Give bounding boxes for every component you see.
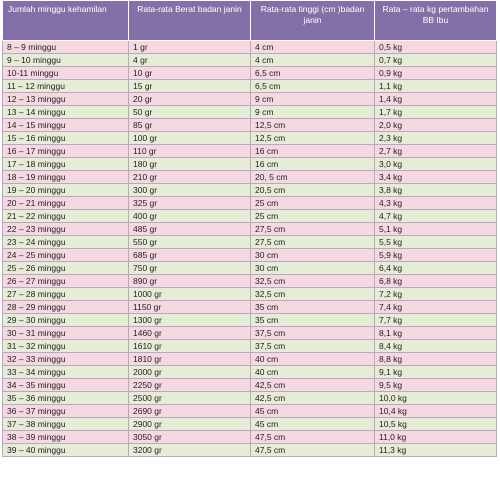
cell-fetal-weight: 1 gr: [129, 41, 251, 54]
cell-weeks: 23 – 24 minggu: [3, 236, 129, 249]
cell-mother-weight-gain: 7,4 kg: [375, 301, 497, 314]
cell-fetal-length: 4 cm: [251, 41, 375, 54]
cell-fetal-length: 20,5 cm: [251, 184, 375, 197]
table-header: [3, 1, 497, 41]
cell-fetal-length: 47,5 cm: [251, 444, 375, 457]
cell-fetal-length: 32,5 cm: [251, 288, 375, 301]
cell-mother-weight-gain: 6,8 kg: [375, 275, 497, 288]
cell-fetal-weight: 1150 gr: [129, 301, 251, 314]
cell-weeks: 28 – 29 minggu: [3, 301, 129, 314]
table-row: [3, 314, 497, 327]
cell-fetal-weight: 2900 gr: [129, 418, 251, 431]
cell-fetal-length: 6,5 cm: [251, 80, 375, 93]
cell-fetal-weight: 1610 gr: [129, 340, 251, 353]
cell-weeks: 30 – 31 minggu: [3, 327, 129, 340]
table-row: [3, 93, 497, 106]
header-fetal-length: Rata-rata tinggi (cm )badan janin: [251, 1, 375, 41]
cell-mother-weight-gain: 8,4 kg: [375, 340, 497, 353]
table-row: [3, 80, 497, 93]
cell-weeks: 29 – 30 minggu: [3, 314, 129, 327]
cell-fetal-weight: 100 gr: [129, 132, 251, 145]
table-row: [3, 54, 497, 67]
cell-fetal-length: 27,5 cm: [251, 223, 375, 236]
cell-weeks: 38 – 39 minggu: [3, 431, 129, 444]
cell-fetal-weight: 685 gr: [129, 249, 251, 262]
header-row: [3, 1, 497, 41]
cell-mother-weight-gain: 0,9 kg: [375, 67, 497, 80]
cell-mother-weight-gain: 8,8 kg: [375, 353, 497, 366]
table-row: [3, 379, 497, 392]
table-row: [3, 41, 497, 54]
table-row: [3, 67, 497, 80]
cell-fetal-weight: 1460 gr: [129, 327, 251, 340]
cell-fetal-weight: 2500 gr: [129, 392, 251, 405]
cell-fetal-weight: 300 gr: [129, 184, 251, 197]
cell-fetal-weight: 485 gr: [129, 223, 251, 236]
cell-mother-weight-gain: 1,7 kg: [375, 106, 497, 119]
table-row: [3, 366, 497, 379]
cell-fetal-weight: 20 gr: [129, 93, 251, 106]
table-row: [3, 405, 497, 418]
cell-fetal-length: 6,5 cm: [251, 67, 375, 80]
cell-fetal-length: 12,5 cm: [251, 132, 375, 145]
cell-fetal-weight: 10 gr: [129, 67, 251, 80]
table-row: [3, 197, 497, 210]
table-row: [3, 262, 497, 275]
cell-mother-weight-gain: 10,0 kg: [375, 392, 497, 405]
cell-weeks: 17 – 18 minggu: [3, 158, 129, 171]
table-row: [3, 327, 497, 340]
table-row: [3, 353, 497, 366]
cell-fetal-length: 20, 5 cm: [251, 171, 375, 184]
cell-fetal-weight: 325 gr: [129, 197, 251, 210]
table-row: [3, 392, 497, 405]
table-row: [3, 145, 497, 158]
cell-fetal-length: 40 cm: [251, 353, 375, 366]
table-body: [3, 41, 497, 457]
cell-mother-weight-gain: 10,4 kg: [375, 405, 497, 418]
table-row: [3, 236, 497, 249]
cell-weeks: 10-11 minggu: [3, 67, 129, 80]
cell-mother-weight-gain: 2,0 kg: [375, 119, 497, 132]
cell-mother-weight-gain: 3,0 kg: [375, 158, 497, 171]
cell-weeks: 33 – 34 minggu: [3, 366, 129, 379]
cell-fetal-length: 47,5 cm: [251, 431, 375, 444]
cell-fetal-weight: 210 gr: [129, 171, 251, 184]
cell-weeks: 37 – 38 minggu: [3, 418, 129, 431]
cell-fetal-length: 25 cm: [251, 197, 375, 210]
cell-mother-weight-gain: 1,1 kg: [375, 80, 497, 93]
cell-weeks: 35 – 36 minggu: [3, 392, 129, 405]
cell-fetal-length: 12,5 cm: [251, 119, 375, 132]
cell-mother-weight-gain: 4,7 kg: [375, 210, 497, 223]
cell-fetal-weight: 1000 gr: [129, 288, 251, 301]
cell-weeks: 26 – 27 minggu: [3, 275, 129, 288]
cell-fetal-length: 42,5 cm: [251, 379, 375, 392]
cell-mother-weight-gain: 0,7 kg: [375, 54, 497, 67]
header-mother-weight-gain: Rata – rata kg pertambahan BB Ibu: [375, 1, 497, 41]
cell-weeks: 14 – 15 minggu: [3, 119, 129, 132]
table-row: [3, 106, 497, 119]
cell-fetal-weight: 110 gr: [129, 145, 251, 158]
cell-weeks: 25 – 26 minggu: [3, 262, 129, 275]
cell-fetal-weight: 890 gr: [129, 275, 251, 288]
table-row: [3, 119, 497, 132]
cell-fetal-length: 4 cm: [251, 54, 375, 67]
cell-fetal-weight: 85 gr: [129, 119, 251, 132]
cell-weeks: 21 – 22 minggu: [3, 210, 129, 223]
cell-weeks: 19 – 20 minggu: [3, 184, 129, 197]
table-row: [3, 301, 497, 314]
cell-mother-weight-gain: 8,1 kg: [375, 327, 497, 340]
cell-mother-weight-gain: 3,8 kg: [375, 184, 497, 197]
cell-mother-weight-gain: 1,4 kg: [375, 93, 497, 106]
cell-weeks: 31 – 32 minggu: [3, 340, 129, 353]
table-row: [3, 158, 497, 171]
cell-fetal-weight: 4 gr: [129, 54, 251, 67]
cell-mother-weight-gain: 3,4 kg: [375, 171, 497, 184]
cell-mother-weight-gain: 5,5 kg: [375, 236, 497, 249]
cell-weeks: 8 – 9 minggu: [3, 41, 129, 54]
cell-mother-weight-gain: 10,5 kg: [375, 418, 497, 431]
cell-weeks: 20 – 21 minggu: [3, 197, 129, 210]
cell-fetal-length: 27,5 cm: [251, 236, 375, 249]
cell-fetal-length: 16 cm: [251, 145, 375, 158]
cell-mother-weight-gain: 9,5 kg: [375, 379, 497, 392]
cell-fetal-weight: 400 gr: [129, 210, 251, 223]
cell-fetal-length: 45 cm: [251, 418, 375, 431]
cell-weeks: 9 – 10 minggu: [3, 54, 129, 67]
cell-weeks: 34 – 35 minggu: [3, 379, 129, 392]
table-row: [3, 288, 497, 301]
cell-fetal-length: 42,5 cm: [251, 392, 375, 405]
cell-fetal-length: 16 cm: [251, 158, 375, 171]
cell-mother-weight-gain: 7,2 kg: [375, 288, 497, 301]
cell-fetal-weight: 750 gr: [129, 262, 251, 275]
pregnancy-growth-table: [2, 0, 497, 457]
cell-mother-weight-gain: 9,1 kg: [375, 366, 497, 379]
cell-fetal-weight: 1300 gr: [129, 314, 251, 327]
cell-weeks: 32 – 33 minggu: [3, 353, 129, 366]
cell-mother-weight-gain: 7,7 kg: [375, 314, 497, 327]
cell-mother-weight-gain: 11,3 kg: [375, 444, 497, 457]
table-row: [3, 444, 497, 457]
cell-weeks: 16 – 17 minggu: [3, 145, 129, 158]
cell-mother-weight-gain: 0,5 kg: [375, 41, 497, 54]
cell-fetal-length: 35 cm: [251, 314, 375, 327]
cell-fetal-length: 25 cm: [251, 210, 375, 223]
cell-fetal-weight: 2000 gr: [129, 366, 251, 379]
cell-weeks: 36 – 37 minggu: [3, 405, 129, 418]
cell-fetal-length: 30 cm: [251, 262, 375, 275]
cell-weeks: 24 – 25 minggu: [3, 249, 129, 262]
cell-fetal-weight: 2690 gr: [129, 405, 251, 418]
cell-fetal-weight: 550 gr: [129, 236, 251, 249]
cell-fetal-length: 40 cm: [251, 366, 375, 379]
cell-fetal-length: 35 cm: [251, 301, 375, 314]
cell-mother-weight-gain: 5,1 kg: [375, 223, 497, 236]
cell-fetal-weight: 2250 gr: [129, 379, 251, 392]
table-row: [3, 275, 497, 288]
table-row: [3, 340, 497, 353]
cell-mother-weight-gain: 11,0 kg: [375, 431, 497, 444]
cell-weeks: 12 – 13 minggu: [3, 93, 129, 106]
cell-weeks: 39 – 40 minggu: [3, 444, 129, 457]
header-fetal-weight: Rata-rata Berat badan janin: [129, 1, 251, 41]
cell-fetal-length: 30 cm: [251, 249, 375, 262]
table-row: [3, 418, 497, 431]
table-row: [3, 132, 497, 145]
cell-fetal-length: 32,5 cm: [251, 275, 375, 288]
cell-fetal-weight: 3200 gr: [129, 444, 251, 457]
table-row: [3, 431, 497, 444]
cell-fetal-length: 9 cm: [251, 106, 375, 119]
cell-weeks: 15 – 16 minggu: [3, 132, 129, 145]
cell-mother-weight-gain: 4,3 kg: [375, 197, 497, 210]
table-row: [3, 184, 497, 197]
cell-fetal-length: 37,5 cm: [251, 327, 375, 340]
header-weeks: Jumlah minggu kehamilan: [3, 1, 129, 41]
cell-fetal-length: 45 cm: [251, 405, 375, 418]
table-row: [3, 210, 497, 223]
cell-fetal-length: 9 cm: [251, 93, 375, 106]
cell-mother-weight-gain: 5,9 kg: [375, 249, 497, 262]
cell-fetal-weight: 1810 gr: [129, 353, 251, 366]
cell-weeks: 27 – 28 minggu: [3, 288, 129, 301]
cell-weeks: 22 – 23 minggu: [3, 223, 129, 236]
table-row: [3, 249, 497, 262]
cell-fetal-length: 37,5 cm: [251, 340, 375, 353]
table-row: [3, 171, 497, 184]
table-row: [3, 223, 497, 236]
cell-mother-weight-gain: 2,3 kg: [375, 132, 497, 145]
cell-mother-weight-gain: 6,4 kg: [375, 262, 497, 275]
cell-fetal-weight: 3050 gr: [129, 431, 251, 444]
cell-weeks: 13 – 14 minggu: [3, 106, 129, 119]
cell-weeks: 11 – 12 minggu: [3, 80, 129, 93]
cell-fetal-weight: 50 gr: [129, 106, 251, 119]
cell-mother-weight-gain: 2,7 kg: [375, 145, 497, 158]
cell-fetal-weight: 15 gr: [129, 80, 251, 93]
cell-fetal-weight: 180 gr: [129, 158, 251, 171]
cell-weeks: 18 – 19 minggu: [3, 171, 129, 184]
